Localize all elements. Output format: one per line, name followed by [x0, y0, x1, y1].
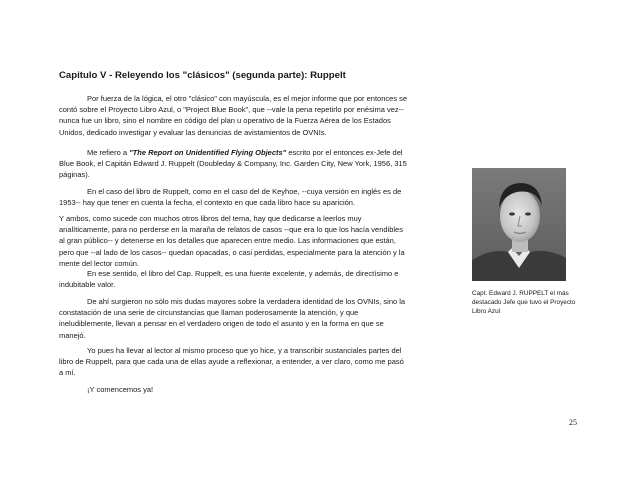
paragraph-2-lead: Me refiero a [87, 148, 130, 157]
paragraph-1-text: Por fuerza de la lógica, el otro "clásico" con mayúscula, es el mejor informe que por entonces se contó sobre el Proyecto Libro Azul, o "Project Blue Book", que --vale la pena repetirlo por enésima vez-- nunca fue un libro, sino el nombre en código del plan u operativo de la Fuerza Aérea de los Estados Unidos, dedicado investigar y evaluar las denuncias de avistamientos de OVNIs. [59, 94, 408, 137]
paragraph-4 [59, 213, 409, 269]
portrait-photo [472, 168, 566, 281]
paragraph-2-text: escrito por el entonces ex-Jefe del Blue Book, el Capitán Edward J. Ruppelt (Doubleday & Company, Inc. Garden City, New York, 1956, 315 páginas). [59, 148, 407, 180]
paragraph-7 [59, 345, 409, 379]
paragraph-1 [59, 93, 409, 138]
paragraph-4-text: Y ambos, como sucede con muchos otros libros del tema, hay que dedicarse a leerlos muy analíticamente, para no perderse en la maraña de relatos de casos --que era lo que los hacía vendibles al gran público-- y detenerse en los detalles que aparecen entre medio. Las informaciones que están, pero que --al lado de los casos-- quedan opacadas, o casi perdidas, especialmente para la atención y la mente del lector común. [59, 214, 405, 268]
paragraph-3-text: En el caso del libro de Ruppelt, como en el caso del de Keyhoe, --cuya versión en inglés es de 1953-- hay que tener en cuenta la fecha, el contexto en que cada libro hace su aparición. [59, 187, 402, 208]
paragraph-3 [59, 186, 409, 208]
chapter-title: Capitulo V - Releyendo los "clásicos" (segunda parte): Ruppelt [59, 70, 346, 81]
portrait-image [472, 168, 566, 281]
page-number: 25 [569, 418, 577, 427]
paragraph-8 [59, 384, 409, 395]
paragraph-8-text: ¡Y comencemos ya! [87, 385, 154, 394]
book-title: "The Report on Unidentified Flying Objects" [129, 148, 287, 157]
paragraph-7-text: Yo pues ha llevar al lector al mismo proceso que yo hice, y a transcribir sustanciales partes del libro de Ruppelt, para que cada una de ellas ayude a reflexionar, a entender, a ver claro, como me pasó a mí. [59, 346, 404, 378]
paragraph-5-text: En ese sentido, el libro del Cap. Ruppelt, es una fuente excelente, y además, de directísimo e indubitable valor. [59, 269, 399, 290]
paragraph-6-text: De ahí surgieron no sólo mis dudas mayores sobre la verdadera identidad de los OVNIs, sino la constatación de una serie de circunstancias que llaman poderosamente la atención, y que ineludiblemente, llevan a pensar en el verdadero origen de todo el asunto y en la forma en que se manejó. [59, 297, 406, 340]
paragraph-2 [59, 147, 409, 181]
photo-caption: Capt. Edward J. RUPPELT el más destacado Jefe que tuvo el Proyecto Libro Azul [472, 290, 576, 316]
paragraph-5 [59, 268, 409, 290]
paragraph-6 [59, 296, 409, 341]
